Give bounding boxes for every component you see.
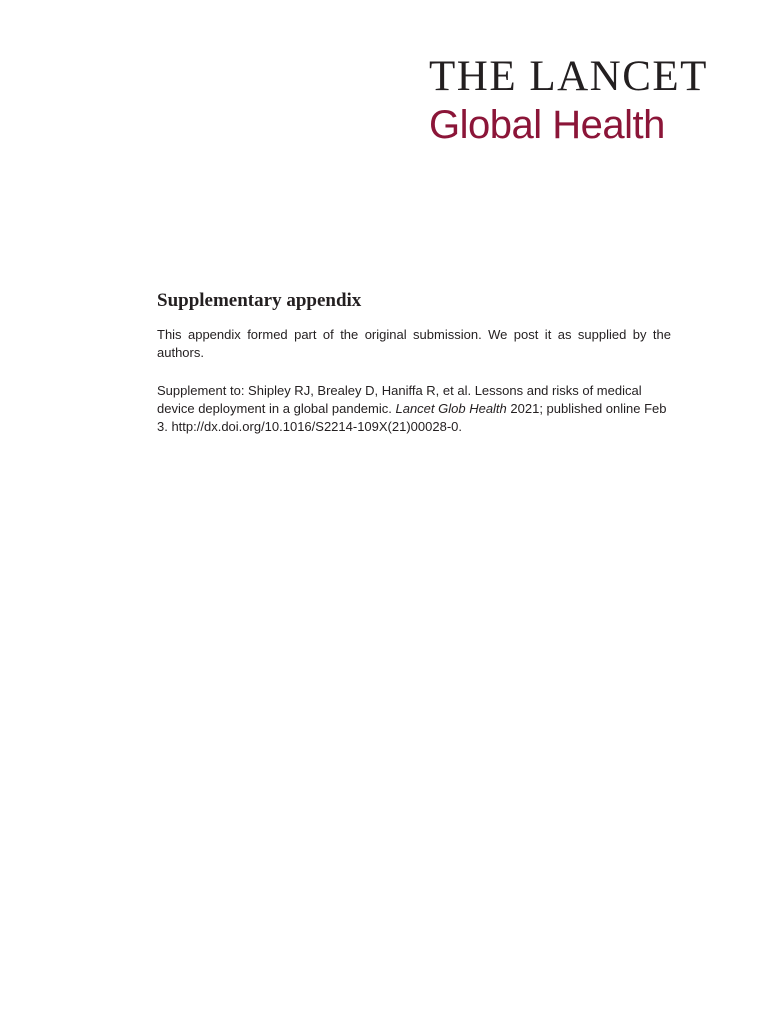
citation-journal: Lancet Glob Health [395, 401, 507, 416]
journal-subtitle: Global Health [429, 103, 665, 147]
citation-suffix: 2021; published online Feb 3. http://dx.doi.org/10.1016/S2214-109X(21)00028-0. [157, 401, 667, 434]
citation-prefix: Supplement to: Shipley RJ, Brealey D, Haniffa R, et al. Lessons and risks of medical device deployment in a global pandemic. [157, 383, 642, 416]
citation-paragraph [157, 382, 671, 436]
page-title: Supplementary appendix [157, 290, 362, 311]
intro-paragraph: This appendix formed part of the original submission. We post it as supplied by the authors. [157, 327, 671, 360]
journal-title: THE LANCET [429, 53, 708, 100]
journal-masthead [429, 52, 739, 147]
appendix-content [157, 288, 671, 436]
